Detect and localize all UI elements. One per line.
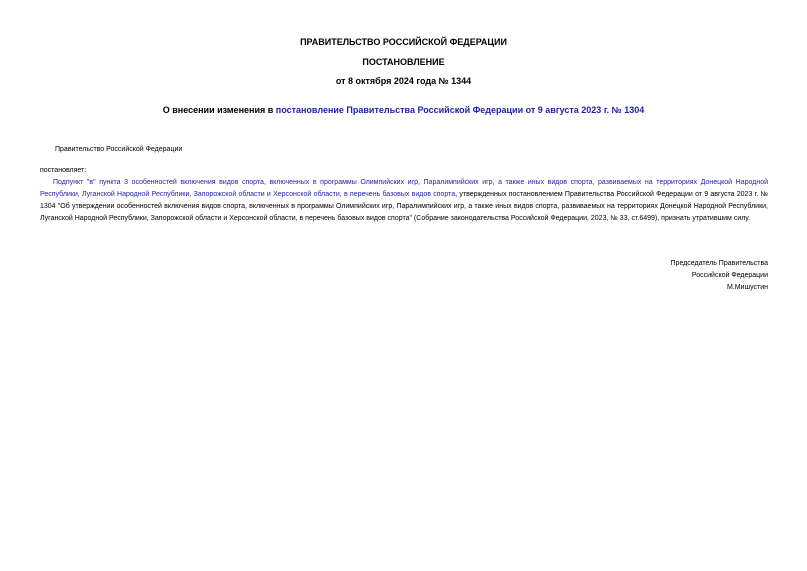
decrees-word: постановляет: — [40, 167, 87, 174]
paragraph-tail: (Собрание законодательства Российской Федерации, 2023, № 33, ст.6499), признать утратившим силу. — [411, 215, 751, 222]
title-amended-decree-link[interactable]: постановление Правительства Российской Федерации от 9 августа 2023 г. № 1304 — [275, 105, 645, 115]
signatory-position-line1: Председатель Правительства — [670, 260, 768, 267]
document-type-heading: ПОСТАНОВЛЕНИЕ — [362, 57, 445, 67]
operative-paragraph — [40, 177, 768, 225]
government-heading: ПРАВИТЕЛЬСТВО РОССИЙСКОЙ ФЕДЕРАЦИИ — [300, 37, 507, 47]
paragraph-middle: , утвержденных постановлением Правительства Российской Федерации от 9 августа 2023 г. № 1304 "Об утверждении особенностей включения видов спорта, включенных в программы Олимпийских игр, Паралимпийских игр, а также иных видов спорта, развиваемых на территориях Донецкой Народной Республики, Луганской Народной Республики, Запорожской области и Херсонской области, в перечень базовых видов спорта" — [40, 191, 769, 222]
title-prefix: О внесении изменения в — [162, 105, 276, 115]
document-title — [0, 105, 807, 115]
issuing-body: Правительство Российской Федерации — [55, 146, 183, 153]
subparagraph-link[interactable]: Подпункт "в" пункта 3 особенностей включения видов спорта, включенных в программы Олимпийских игр, Паралимпийских игр, а также иных видов спорта, развиваемых на территориях Донецкой Народной Республики, Луганской Народной Республики, Запорожской области и Херсонской области, в перечень базовых видов спорта — [40, 179, 768, 198]
signatory-position-line2: Российской Федерации — [691, 272, 768, 279]
signature-block — [671, 258, 768, 294]
document-date-number: от 8 октября 2024 года № 1344 — [335, 76, 472, 86]
signatory-name: М.Мишустин — [726, 284, 768, 291]
